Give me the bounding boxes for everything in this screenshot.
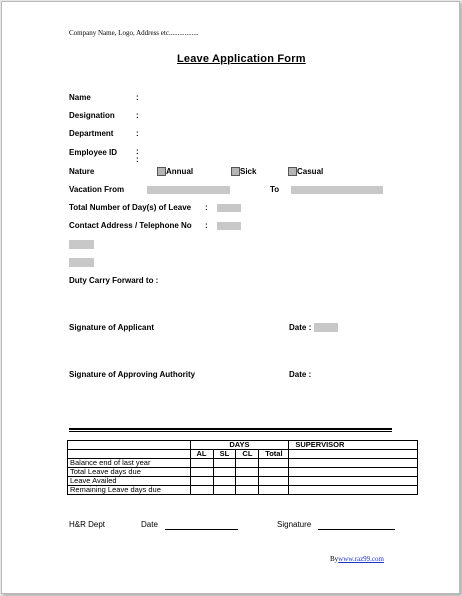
cell-supervisor[interactable] [289,468,418,477]
cell-al[interactable] [190,468,213,477]
page-title: Leave Application Form [177,53,306,65]
cell-sl[interactable] [213,477,236,486]
vacation-from-label: Vacation From [69,185,125,194]
footer-date-line[interactable] [165,529,238,530]
footer-signature-line[interactable] [318,529,395,530]
row-label-total-due: Total Leave days due [68,468,191,477]
department-colon: : [136,129,139,138]
total-days-colon: : [205,203,208,212]
employee-id-label: Employee ID [69,148,118,157]
column-header-total: Total [259,450,289,459]
supervisor-header: SUPERVISOR [289,441,418,450]
vacation-to-label: To [270,185,280,194]
supervisor-cell[interactable] [289,450,418,459]
cell-cl[interactable] [236,486,259,495]
employee-id-colon: : [136,147,139,156]
authority-signature-label: Signature of Approving Authority [69,370,196,379]
duty-carry-forward-label: Duty Carry Forward to : [69,276,159,285]
row-label-remaining: Remaining Leave days due [68,486,191,495]
cell-total[interactable] [259,468,289,477]
department-label: Department [69,129,114,138]
row-label-availed: Leave Availed [68,477,191,486]
applicant-date-label: Date : [289,323,312,332]
table-row [68,468,418,477]
contact-label: Contact Address / Telephone No [69,221,192,230]
casual-option-label: Casual [297,167,324,176]
cell-sl[interactable] [213,459,236,468]
name-label: Name [69,93,91,102]
cell-supervisor[interactable] [289,486,418,495]
authority-date-label: Date : [289,370,312,379]
annual-option-label: Annual [166,167,194,176]
cell-al[interactable] [190,459,213,468]
row-label-balance: Balance end of last year [68,459,191,468]
cell-sl[interactable] [213,486,236,495]
cell-cl[interactable] [236,477,259,486]
column-header-al: AL [190,450,213,459]
cell-total[interactable] [259,459,289,468]
hr-dept-label: H&R Dept [69,520,106,529]
name-colon: : [136,93,139,102]
vacation-from-field[interactable] [147,186,230,194]
designation-colon: : [136,111,139,120]
cell-al[interactable] [190,477,213,486]
leave-summary-table [67,440,418,495]
cell-cl[interactable] [236,459,259,468]
table-row [68,486,418,495]
company-placeholder: Company Name, Logo, Address etc................. [69,29,199,37]
nature-label: Nature [69,167,95,176]
footer-date-label: Date [141,520,158,529]
cell-supervisor[interactable] [289,459,418,468]
sick-checkbox[interactable] [231,167,240,176]
cell-total[interactable] [259,477,289,486]
column-header-sl: SL [213,450,236,459]
cell-total[interactable] [259,486,289,495]
contact-field-line-2[interactable] [69,240,94,249]
cell-supervisor[interactable] [289,477,418,486]
annual-checkbox[interactable] [157,167,166,176]
table-corner-cell [68,441,191,450]
credit-line [330,555,384,563]
vacation-to-field[interactable] [291,186,383,194]
footer-signature-label: Signature [277,520,312,529]
total-days-field[interactable] [217,204,241,212]
form-page [1,1,460,594]
credit-by: By [330,555,339,563]
contact-colon: : [205,221,208,230]
designation-label: Designation [69,111,115,120]
applicant-date-field[interactable] [314,323,338,332]
total-days-label: Total Number of Day(s) of Leave [69,203,192,212]
sick-option-label: Sick [240,167,257,176]
contact-field-line-3[interactable] [69,258,94,267]
days-header: DAYS [190,441,289,450]
column-header-cl: CL [236,450,259,459]
credit-link[interactable]: www.raz99.com [338,555,384,563]
applicant-signature-label: Signature of Applicant [69,323,155,332]
cell-sl[interactable] [213,468,236,477]
section-divider [69,428,392,432]
cell-al[interactable] [190,486,213,495]
employee-id-colon-2: : [136,155,139,164]
cell-cl[interactable] [236,468,259,477]
casual-checkbox[interactable] [288,167,297,176]
contact-field[interactable] [217,222,241,230]
